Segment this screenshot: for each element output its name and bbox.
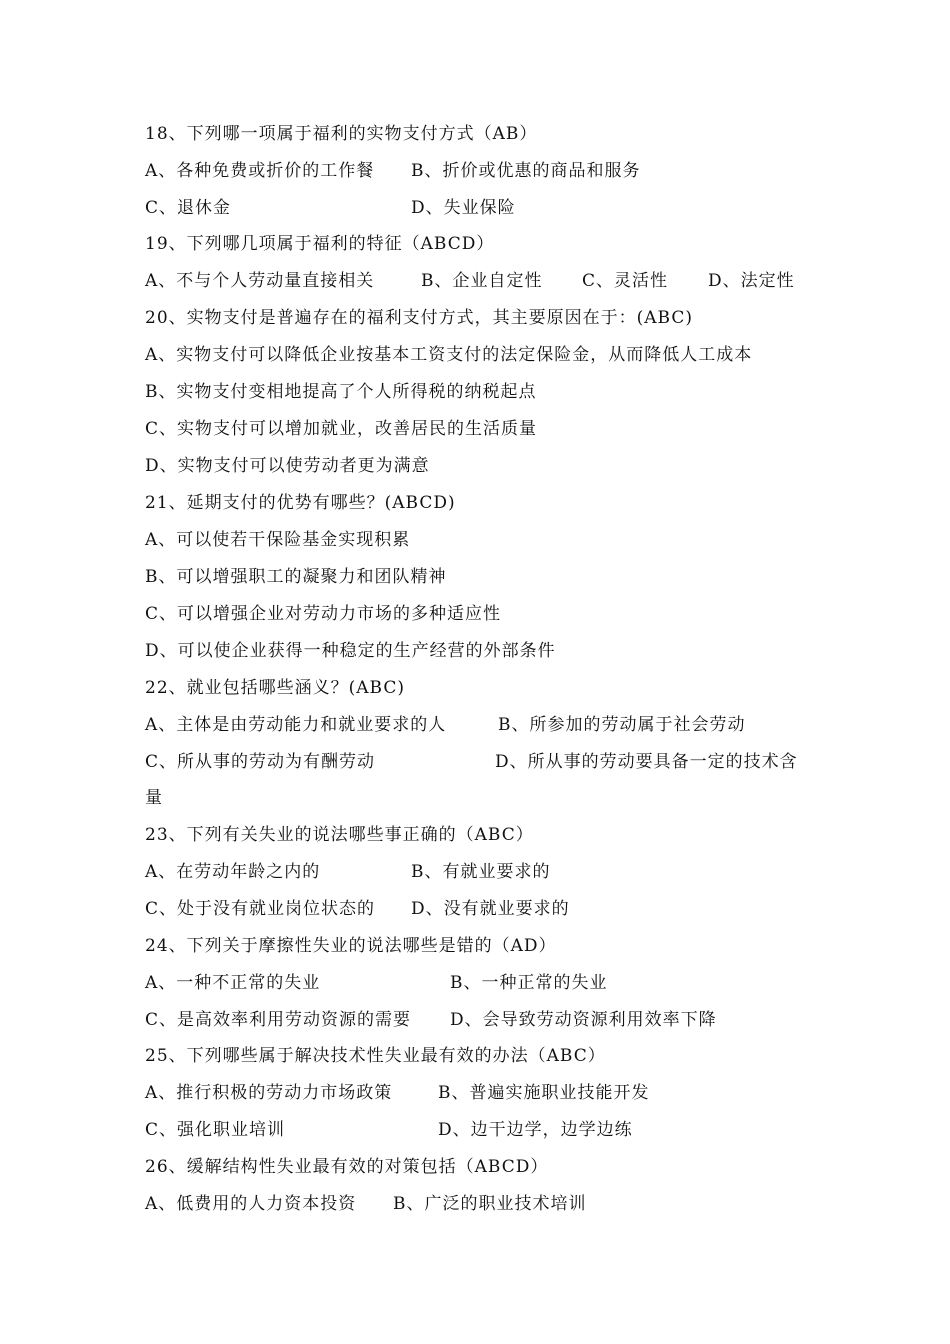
option-text: C、处于没有就业岗位状态的 (145, 899, 376, 919)
line-text: 量 (145, 788, 163, 808)
line-text: 20、实物支付是普遍存在的福利支付方式，其主要原因在于：(ABC) (145, 308, 693, 328)
line-text: 22、就业包括哪些涵义？(ABC) (145, 678, 405, 698)
option-text: C、是高效率利用劳动资源的需要 (145, 1010, 412, 1030)
line-text: C、实物支付可以增加就业，改善居民的生活质量 (145, 419, 538, 439)
option-text: B、企业自定性 (421, 271, 543, 291)
option-text: A、推行积极的劳动力市场政策 (145, 1083, 393, 1103)
option-text: A、各种免费或折价的工作餐 (145, 161, 375, 181)
line-text: B、可以增强职工的凝聚力和团队精神 (145, 567, 447, 587)
option-text: D、没有就业要求的 (411, 899, 570, 919)
line-text: 21、延期支付的优势有哪些？(ABCD) (145, 493, 456, 513)
option-text: D、会导致劳动资源利用效率下降 (450, 1010, 717, 1030)
line-text: 19、下列哪几项属于福利的特征（ABCD） (145, 234, 495, 254)
option-text: B、广泛的职业技术培训 (393, 1194, 587, 1214)
line-text: 23、下列有关失业的说法哪些事正确的（ABC） (145, 825, 534, 845)
line-text: A、可以使若干保险基金实现积累 (145, 530, 411, 550)
option-text: A、一种不正常的失业 (145, 973, 321, 993)
option-text: D、失业保险 (411, 198, 516, 218)
line-text: C、可以增强企业对劳动力市场的多种适应性 (145, 604, 502, 624)
line-text: B、实物支付变相地提高了个人所得税的纳税起点 (145, 382, 537, 402)
option-text: D、法定性 (708, 271, 795, 291)
option-text: A、不与个人劳动量直接相关 (145, 271, 375, 291)
option-text: A、在劳动年龄之内的 (145, 862, 321, 882)
line-text: D、可以使企业获得一种稳定的生产经营的外部条件 (145, 641, 556, 661)
option-text: D、所从事的劳动要具备一定的技术含 (495, 752, 798, 772)
option-text: A、低费用的人力资本投资 (145, 1194, 357, 1214)
line-text: 25、下列哪些属于解决技术性失业最有效的办法（ABC） (145, 1046, 606, 1066)
option-text: B、所参加的劳动属于社会劳动 (498, 715, 746, 735)
option-text: C、强化职业培训 (145, 1120, 286, 1140)
line-text: A、实物支付可以降低企业按基本工资支付的法定保险金，从而降低人工成本 (145, 345, 753, 365)
line-text: 24、下列关于摩擦性失业的说法哪些是错的（AD） (145, 936, 557, 956)
option-text: B、普遍实施职业技能开发 (438, 1083, 650, 1103)
option-text: C、退休金 (145, 198, 232, 218)
option-text: B、折价或优惠的商品和服务 (411, 161, 641, 181)
option-text: C、所从事的劳动为有酬劳动 (145, 752, 376, 772)
option-text: D、边干边学，边学边练 (438, 1120, 633, 1140)
line-text: 26、缓解结构性失业最有效的对策包括（ABCD） (145, 1157, 549, 1177)
option-text: C、灵活性 (582, 271, 669, 291)
option-text: A、主体是由劳动能力和就业要求的人 (145, 715, 447, 735)
line-text: D、实物支付可以使劳动者更为满意 (145, 456, 430, 476)
option-text: B、一种正常的失业 (450, 973, 608, 993)
line-text: 18、下列哪一项属于福利的实物支付方式（AB） (145, 124, 538, 144)
option-text: B、有就业要求的 (411, 862, 551, 882)
